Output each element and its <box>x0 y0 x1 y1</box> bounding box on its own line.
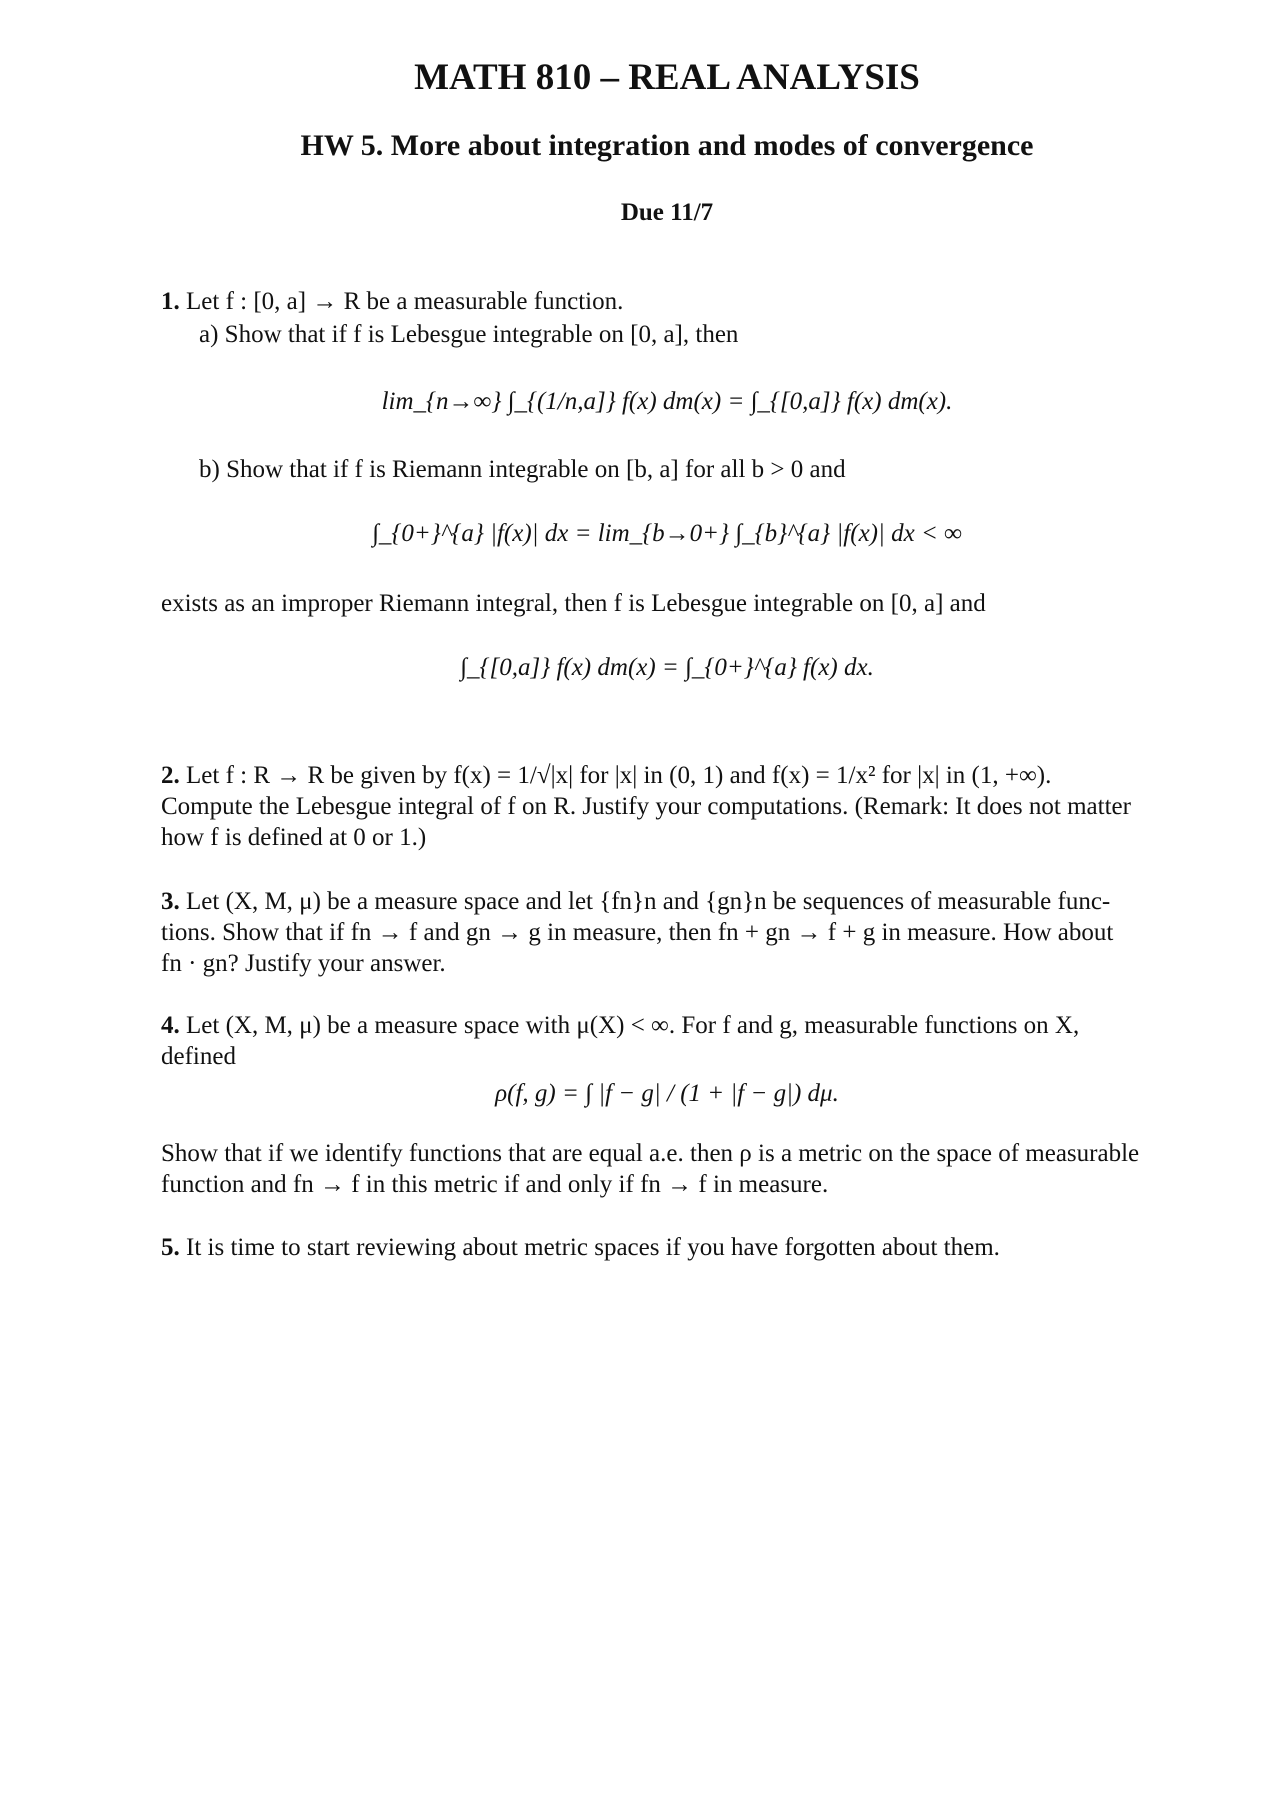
problem-1b-equation: ∫_{0+}^{a} |f(x)| dx = lim_{b→0+} ∫_{b}^{a} |f(x)| dx < ∞ <box>372 520 962 547</box>
page-title: MATH 810 – REAL ANALYSIS <box>414 57 920 98</box>
problem-4-line-1 <box>161 1010 1173 1041</box>
problem-5-text: It is time to start reviewing about metric spaces if you have forgotten about them. <box>186 1234 1000 1261</box>
problem-4-line-3: Show that if we identify functions that are equal a.e. then ρ is a metric on the space of measurable <box>161 1140 1140 1167</box>
problem-4-continued <box>161 1138 1173 1200</box>
problem-5-number: 5. <box>161 1234 186 1261</box>
problem-1-intro <box>161 286 1173 317</box>
problem-3 <box>161 886 1173 979</box>
problem-2 <box>161 760 1173 853</box>
problem-2-line-3: how f is defined at 0 or 1.) <box>161 824 427 851</box>
problem-2-line-1-text: Let f : R → R be given by f(x) = 1/√|x| for |x| in (0, 1) and f(x) = 1/x² for |x| in (1, +∞). <box>186 762 1052 789</box>
problem-1-intro-text: Let f : [0, a] → R be a measurable function. <box>186 288 624 315</box>
problem-5 <box>161 1232 1173 1263</box>
homework-subtitle: HW 5. More about integration and modes of convergence <box>300 129 1034 162</box>
problem-4-line-4: function and fn → f in this metric if and only if fn → f in measure. <box>161 1171 829 1198</box>
problem-1-number: 1. <box>161 288 186 315</box>
problem-1b-statement: b) Show that if f is Riemann integrable on [b, a] for all b > 0 and <box>199 456 846 483</box>
problem-3-number: 3. <box>161 888 186 915</box>
problem-4-line-2: defined <box>161 1043 236 1070</box>
problem-2-line-1 <box>161 760 1173 791</box>
problem-2-number: 2. <box>161 762 186 789</box>
problem-2-line-2: Compute the Lebesgue integral of f on R. Justify your computations. (Remark: It does not matter <box>161 793 1131 820</box>
problem-3-line-2: tions. Show that if fn → f and gn → g in measure, then fn + gn → f + g in measure. How about <box>161 919 1114 946</box>
problem-1a-equation: lim_{n→∞} ∫_{(1/n,a]} f(x) dm(x) = ∫_{[0,a]} f(x) dm(x). <box>381 388 953 415</box>
problem-1a-statement: a) Show that if f is Lebesgue integrable on [0, a], then <box>199 321 739 348</box>
problem-3-line-1-text: Let (X, M, μ) be a measure space and let {fn}n and {gn}n be sequences of measurable func- <box>186 888 1111 915</box>
problem-1b-equation-2: ∫_{[0,a]} f(x) dm(x) = ∫_{0+}^{a} f(x) dx. <box>460 654 874 681</box>
problem-3-line-1 <box>161 886 1173 917</box>
problem-4-metric-equation: ρ(f, g) = ∫ |f − g| / (1 + |f − g|) dμ. <box>495 1080 839 1107</box>
problem-4-line-1-text: Let (X, M, μ) be a measure space with μ(X) < ∞. For f and g, measurable functions on X, <box>186 1012 1080 1039</box>
problem-1b-continuation: exists as an improper Riemann integral, then f is Lebesgue integrable on [0, a] and <box>161 590 986 617</box>
problem-3-line-3: fn · gn? Justify your answer. <box>161 950 446 977</box>
problem-4 <box>161 1010 1173 1072</box>
problem-4-number: 4. <box>161 1012 186 1039</box>
due-date: Due 11/7 <box>620 199 714 226</box>
